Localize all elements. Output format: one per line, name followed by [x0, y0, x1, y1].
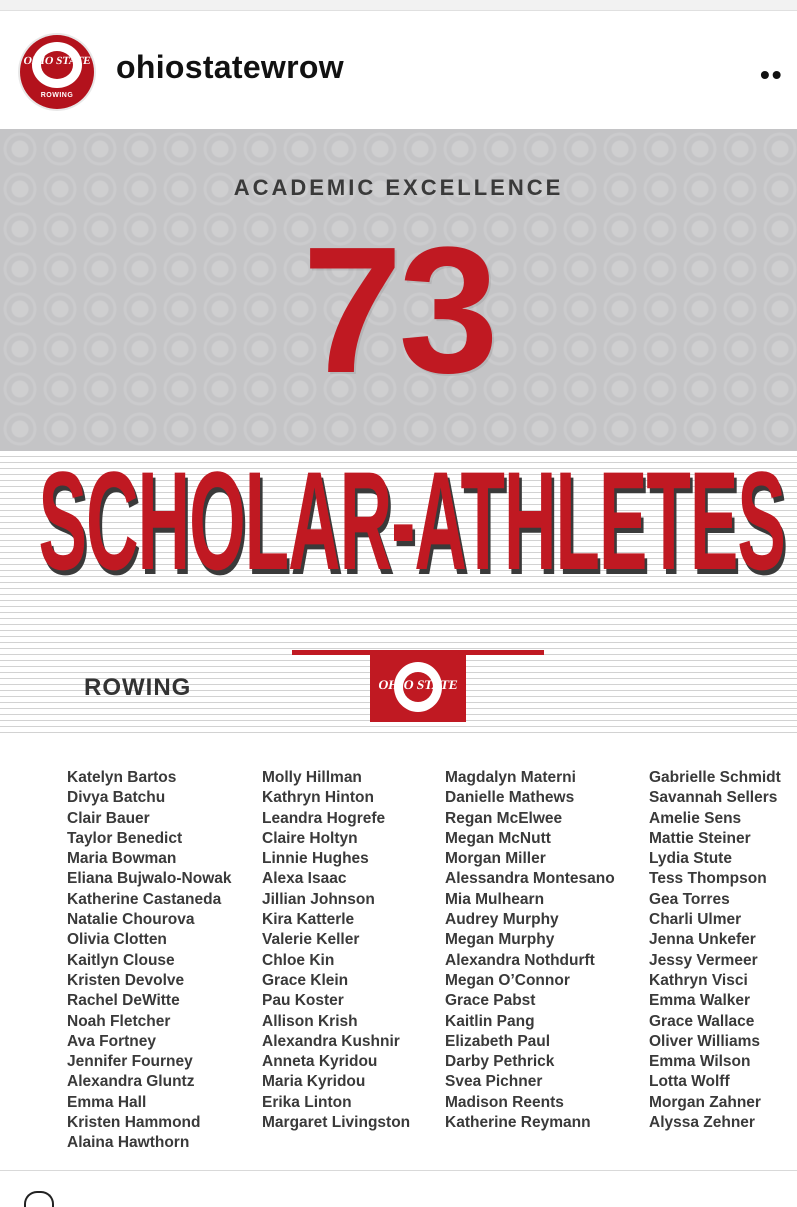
- athlete-name: Jillian Johnson: [262, 890, 375, 908]
- athlete-name: Grace Pabst: [445, 992, 536, 1010]
- athlete-name: Alexandra Gluntz: [67, 1073, 195, 1091]
- athlete-name: Regan McElwee: [445, 809, 563, 827]
- athlete-name: Ava Fortney: [67, 1032, 157, 1050]
- athlete-name: Alexandra Nothdurft: [445, 951, 595, 969]
- athlete-name: Grace Klein: [262, 971, 349, 989]
- athlete-name: Erika Linton: [262, 1093, 352, 1111]
- athlete-name: Emma Walker: [649, 992, 751, 1010]
- athlete-name: Pau Koster: [262, 992, 344, 1010]
- athlete-name: Leandra Hogrefe: [262, 809, 386, 827]
- athlete-name: Maria Bowman: [67, 850, 177, 868]
- athlete-name: Jenna Unkefer: [649, 931, 756, 949]
- athlete-name: Lydia Stute: [649, 850, 732, 868]
- more-options-icon[interactable]: ••: [760, 59, 784, 90]
- athlete-name: Lotta Wolff: [649, 1073, 730, 1091]
- athlete-name: Mattie Steiner: [649, 829, 751, 847]
- athlete-name: Kristen Devolve: [67, 971, 185, 989]
- athlete-name: Eliana Bujwalo-Nowak: [67, 870, 232, 888]
- athlete-name: Megan Murphy: [445, 931, 555, 949]
- athlete-name: Elizabeth Paul: [445, 1032, 551, 1050]
- post-kicker: ACADEMIC EXCELLENCE: [233, 175, 564, 200]
- athlete-name: Grace Wallace: [649, 1012, 755, 1030]
- athlete-name: Alexa Isaac: [262, 870, 347, 888]
- athlete-name: Olivia Clotten: [67, 931, 167, 949]
- athlete-name: Kira Katterle: [262, 911, 355, 929]
- athlete-count: 73: [302, 210, 495, 411]
- athlete-name: Madison Reents: [445, 1093, 564, 1111]
- sport-label: ROWING: [84, 674, 192, 701]
- athlete-name: Maria Kyridou: [262, 1073, 366, 1091]
- athlete-name: Alyssa Zehner: [649, 1114, 755, 1132]
- athlete-name: Emma Hall: [67, 1093, 147, 1111]
- athlete-name: Oliver Williams: [649, 1032, 760, 1050]
- athlete-name: Charli Ulmer: [649, 911, 742, 929]
- athlete-name: Alexandra Kushnir: [262, 1032, 400, 1050]
- athlete-name: Jennifer Fourney: [67, 1053, 193, 1071]
- avatar-logo-text: OHIO STATE: [22, 55, 92, 67]
- athlete-name: Jessy Vermeer: [649, 951, 758, 969]
- headline-text: SCHOLAR-ATHLETES: [38, 442, 786, 599]
- athlete-name: Darby Pethrick: [445, 1053, 555, 1071]
- like-heart-icon[interactable]: [24, 1191, 54, 1207]
- athlete-name: Katelyn Bartos: [67, 769, 177, 786]
- athlete-name: Kristen Hammond: [67, 1114, 201, 1132]
- action-bar: [0, 1171, 797, 1200]
- top-divider: [0, 0, 797, 11]
- athlete-name: Linnie Hughes: [262, 850, 369, 868]
- names-column-1: [67, 768, 232, 1154]
- names-column-4: [649, 768, 781, 1133]
- athlete-name: Alessandra Montesano: [445, 870, 615, 888]
- athlete-name: Gea Torres: [649, 890, 730, 908]
- athlete-name: Danielle Mathews: [445, 789, 575, 807]
- athlete-name: Clair Bauer: [67, 809, 150, 827]
- athlete-name: Gabrielle Schmidt: [649, 769, 781, 786]
- profile-avatar[interactable]: [20, 35, 94, 109]
- post-header: [0, 11, 797, 129]
- athlete-name: Svea Pichner: [445, 1073, 543, 1091]
- athlete-name: Allison Krish: [262, 1012, 358, 1030]
- athlete-name: Amelie Sens: [649, 809, 742, 827]
- avatar-subtext: ROWING: [40, 92, 74, 99]
- athlete-name: Anneta Kyridou: [262, 1053, 378, 1071]
- athlete-name: Taylor Benedict: [67, 829, 183, 847]
- athlete-name: Natalie Chourova: [67, 911, 195, 929]
- username-link[interactable]: ohiostatewrow: [116, 49, 344, 85]
- athlete-name: Morgan Miller: [445, 850, 546, 868]
- athlete-name: Margaret Livingston: [262, 1114, 411, 1132]
- athlete-name: Valerie Keller: [262, 931, 360, 949]
- athlete-name: Molly Hillman: [262, 769, 362, 786]
- athlete-name: Kathryn Hinton: [262, 789, 374, 807]
- athlete-name: Emma Wilson: [649, 1053, 751, 1071]
- post-image[interactable]: [0, 129, 797, 1170]
- athlete-name: Alaina Hawthorn: [67, 1134, 190, 1152]
- athlete-name: Tess Thompson: [649, 870, 767, 888]
- athlete-name: Megan McNutt: [445, 829, 551, 847]
- logo-text: OHIO STATE: [377, 677, 460, 692]
- athlete-name: Claire Holtyn: [262, 829, 358, 847]
- athlete-name: Rachel DeWitte: [67, 992, 180, 1010]
- athlete-name: Katherine Castaneda: [67, 890, 222, 908]
- athlete-name: Megan O’Connor: [445, 971, 570, 989]
- athlete-name: Savannah Sellers: [649, 789, 778, 807]
- athlete-name: Kaitlin Pang: [445, 1012, 535, 1030]
- athlete-name: Katherine Reymann: [445, 1114, 591, 1132]
- ohio-state-logo: [370, 652, 466, 722]
- athlete-name: Mia Mulhearn: [445, 890, 545, 908]
- headline: [38, 431, 786, 611]
- athlete-name: Magdalyn Materni: [445, 769, 576, 786]
- athlete-name: Kathryn Visci: [649, 971, 748, 989]
- athlete-name: Noah Fletcher: [67, 1012, 171, 1030]
- athlete-name: Audrey Murphy: [445, 911, 559, 929]
- athlete-name: Chloe Kin: [262, 951, 335, 969]
- athlete-name: Divya Batchu: [67, 789, 166, 807]
- names-column-2: [262, 768, 410, 1133]
- athlete-name: Morgan Zahner: [649, 1093, 761, 1111]
- athlete-name: Kaitlyn Clouse: [67, 951, 175, 969]
- names-column-3: [445, 768, 615, 1133]
